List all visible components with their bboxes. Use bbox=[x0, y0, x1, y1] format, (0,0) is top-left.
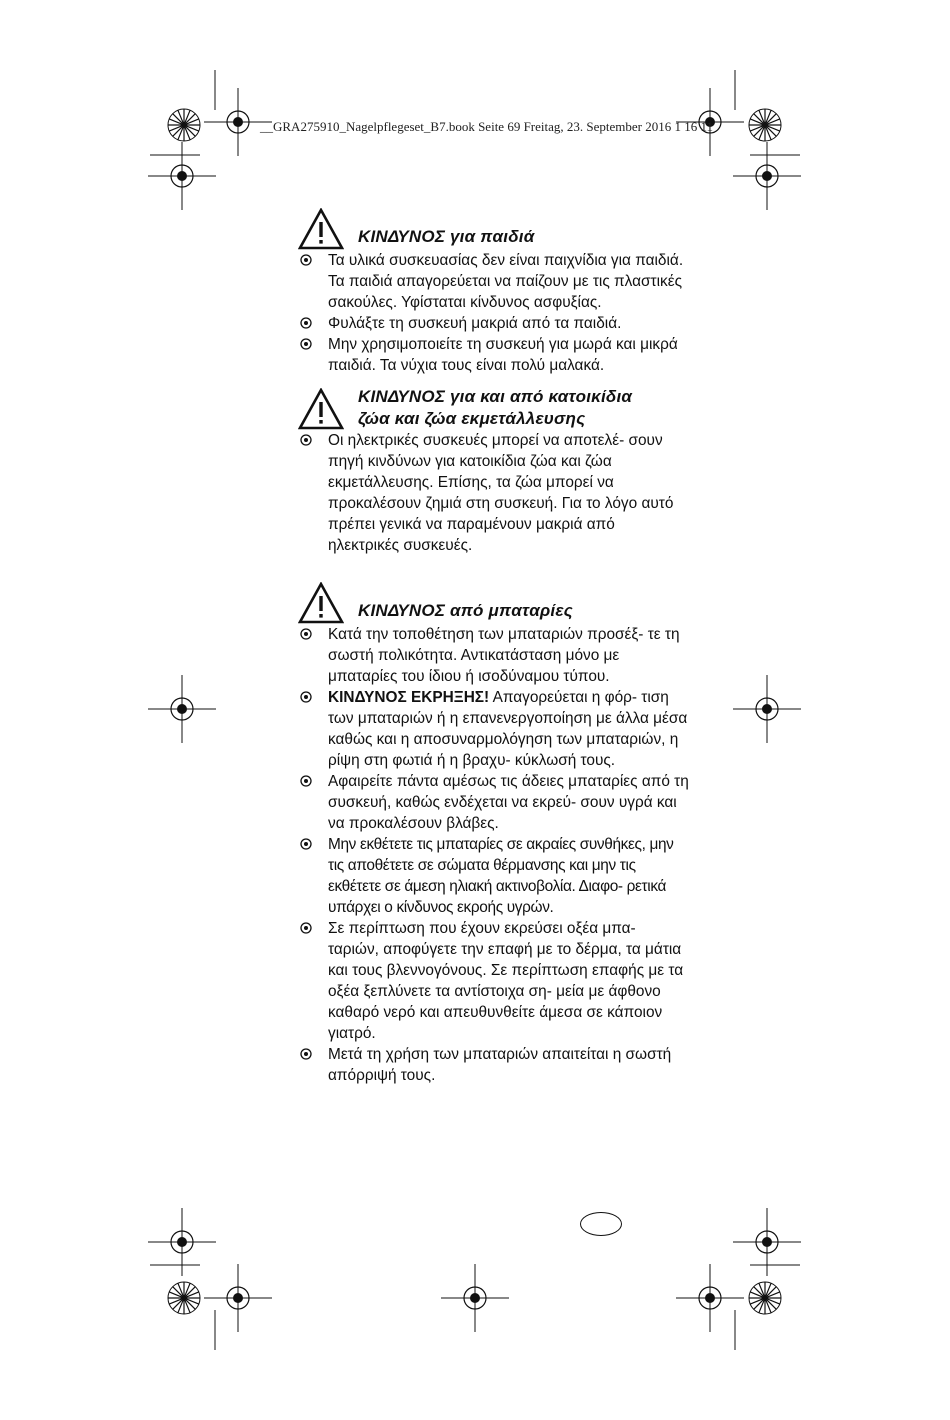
list-item bbox=[298, 250, 690, 313]
list-item bbox=[298, 918, 690, 1044]
item-text: Μην εκθέτετε τις μπαταρίες σε ακραίες συνθήκες, μην τις αποθέτετε σε σώματα θέρμανσης και μην τις εκθέτετε σε άμεση ηλιακή ακτινοβολία. Διαφο- ρετικά υπάρχει ο κίνδυνος εκροής υγρών. bbox=[328, 836, 674, 916]
item-text: Μετά τη χρήση των μπαταριών απαιτείται η σωστή απόρριψή τους. bbox=[328, 1046, 672, 1084]
bullet-icon bbox=[300, 922, 312, 934]
bullet-icon bbox=[300, 338, 312, 350]
section-children-danger bbox=[298, 208, 690, 376]
safety-content bbox=[298, 208, 690, 1086]
explosion-warning: ΚΙΝΔΥΝΟΣ ΕΚΡΗΞΗΣ! bbox=[328, 689, 490, 706]
bullet-icon bbox=[300, 838, 312, 850]
section-title-line: ζώα και ζώα εκμετάλλευσης bbox=[358, 409, 586, 428]
bullet-icon bbox=[300, 775, 312, 787]
section-heading bbox=[298, 386, 690, 430]
print-header: __GRA275910_Nagelpflegeset_B7.book Seite 69 Freitag, 23. September 2016 1 16 11 bbox=[260, 119, 714, 134]
bullet-icon bbox=[300, 628, 312, 640]
section-heading bbox=[298, 208, 690, 250]
list-item bbox=[298, 334, 690, 376]
list-item bbox=[298, 313, 690, 334]
item-text: Τα υλικά συσκευασίας δεν είναι παιχνίδια για παιδιά. Τα παιδιά απαγορεύεται να παίζουν με τις πλαστικές σακούλες. Υφίσταται κίνδυνος ασφυξίας. bbox=[328, 252, 684, 311]
bullet-icon bbox=[300, 254, 312, 266]
item-text: Οι ηλεκτρικές συσκευές μπορεί να αποτελέ- σουν πηγή κινδύνων για κατοικίδια ζώα και ζώα εκμετάλλευσης. Επίσης, τα ζώα μπορεί να προκαλέσουν ζημιά στη συσκευή. Για το λόγο αυτό πρέπει γενικά να παραμένουν μακριά από ηλεκτρικές συσκευές. bbox=[328, 432, 674, 554]
bullet-icon bbox=[300, 317, 312, 329]
section-title: ΚΙΝΔΥΝΟΣ από μπαταρίες bbox=[358, 601, 573, 620]
bullet-icon bbox=[300, 434, 312, 446]
warning-icon bbox=[298, 208, 344, 250]
bullet-list bbox=[298, 624, 690, 1086]
bullet-icon bbox=[300, 1048, 312, 1060]
section-title-line: ΚΙΝΔΥΝΟΣ για και από κατοικίδια bbox=[358, 387, 633, 406]
warning-icon bbox=[298, 388, 344, 430]
bullet-icon bbox=[300, 691, 312, 703]
list-item bbox=[298, 624, 690, 687]
section-battery-danger bbox=[298, 582, 690, 1086]
item-text: Φυλάξτε τη συσκευή μακριά από τα παιδιά. bbox=[328, 315, 622, 332]
warning-icon bbox=[298, 582, 344, 624]
item-text: Μην χρησιμοποιείτε τη συσκευή για μωρά και μικρά παιδιά. Τα νύχια τους είναι πολύ μαλακά. bbox=[328, 336, 678, 374]
section-title: ΚΙΝΔΥΝΟΣ για παιδιά bbox=[358, 227, 535, 246]
list-item bbox=[298, 771, 690, 834]
item-text: Απαγορεύεται η φόρ- τιση των μπαταριών ή η επανενεργοποίηση με άλλα μέσα καθώς και η αποσυναρμολόγηση των μπαταριών, η ρίψη στη φωτιά ή η βραχυ- κύκλωσή τους. bbox=[328, 689, 688, 769]
section-pets-danger bbox=[298, 386, 690, 556]
list-item bbox=[298, 834, 690, 918]
bullet-list bbox=[298, 430, 690, 556]
language-badge bbox=[580, 1212, 622, 1236]
item-text: Αφαιρείτε πάντα αμέσως τις άδειες μπαταρίες από τη συσκευή, καθώς ενδέχεται να εκρεύ- σουν υγρά και να προκαλέσουν βλάβες. bbox=[328, 773, 689, 832]
list-item bbox=[298, 687, 690, 771]
list-item bbox=[298, 430, 690, 556]
bullet-list bbox=[298, 250, 690, 376]
item-text: Σε περίπτωση που έχουν εκρεύσει οξέα μπα- ταριών, αποφύγετε την επαφή με το δέρμα, τα μάτια και τους βλεννογόνους. Σε περίπτωση επαφής με τα οξέα ξεπλύνετε τα αντίστοιχα ση- μεία με άφθονο καθαρό νερό και απευθυνθείτε άμεσα σε κάποιον γιατρό. bbox=[328, 920, 684, 1042]
section-heading bbox=[298, 582, 690, 624]
item-text: Κατά την τοποθέτηση των μπαταριών προσέξ- τε τη σωστή πολικότητα. Αντικατάσταση μόνο με μπαταρίες του ίδιου ή ισοδύναμου τύπου. bbox=[328, 626, 680, 685]
list-item bbox=[298, 1044, 690, 1086]
